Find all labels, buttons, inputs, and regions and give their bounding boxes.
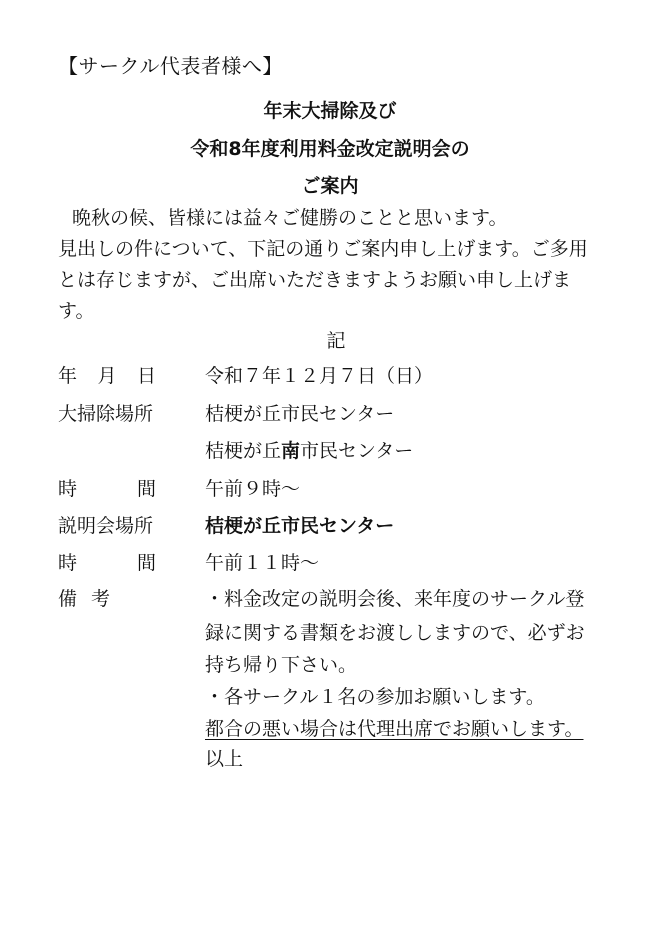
date-label: 年 月 日 bbox=[58, 365, 156, 387]
ki-heading: 記 bbox=[326, 330, 346, 352]
body-line-2: 見出しの件について、下記の通りご案内申し上げます。ご多用 bbox=[58, 238, 588, 260]
date-value: 令和７年１２月７日（日） bbox=[205, 365, 434, 387]
notes-label: 備 考 bbox=[58, 588, 110, 610]
meeting-place-value: 桔梗が丘市民センター bbox=[205, 515, 395, 537]
notes-line-3: 持ち帰り下さい。 bbox=[205, 654, 358, 676]
title-line-3: ご案内 bbox=[301, 175, 359, 197]
addressee-line: 【サークル代表者様へ】 bbox=[58, 54, 283, 78]
body-line-4: す。 bbox=[58, 300, 95, 322]
notes-line-4: ・各サークル１名の参加お願いします。 bbox=[205, 686, 545, 708]
title-line-1: 年末大掃除及び bbox=[263, 100, 397, 122]
notes-line-2: 録に関する書類をお渡ししますので、必ずお bbox=[205, 622, 585, 644]
emphasis-minami: 南 bbox=[281, 440, 301, 462]
meeting-place-label: 説明会場所 bbox=[58, 515, 154, 537]
cleaning-place-value-2: 桔梗が丘南市民センター bbox=[205, 440, 414, 462]
body-line-1: 晩秋の候、皆様には益々ご健勝のことと思います。 bbox=[72, 207, 508, 229]
cleaning-place-label: 大掃除場所 bbox=[58, 403, 154, 425]
notes-line-1: ・料金改定の説明会後、来年度のサークル登 bbox=[205, 588, 585, 610]
time1-value: 午前９時〜 bbox=[205, 478, 301, 500]
title-line-2: 令和8年度利用料金改定説明会の bbox=[190, 138, 470, 160]
time2-label: 時 間 bbox=[58, 552, 156, 574]
time2-value: 午前１１時〜 bbox=[205, 552, 320, 574]
body-line-3: とは存じますが、ご出席いただきますようお願い申し上げま bbox=[58, 269, 572, 291]
cleaning-place-value-1: 桔梗が丘市民センター bbox=[205, 403, 395, 425]
notes-line-5-underlined: 都合の悪い場合は代理出席でお願いします。 bbox=[205, 718, 584, 740]
closing-ijo: 以上 bbox=[205, 748, 244, 770]
time1-label: 時 間 bbox=[58, 478, 156, 500]
